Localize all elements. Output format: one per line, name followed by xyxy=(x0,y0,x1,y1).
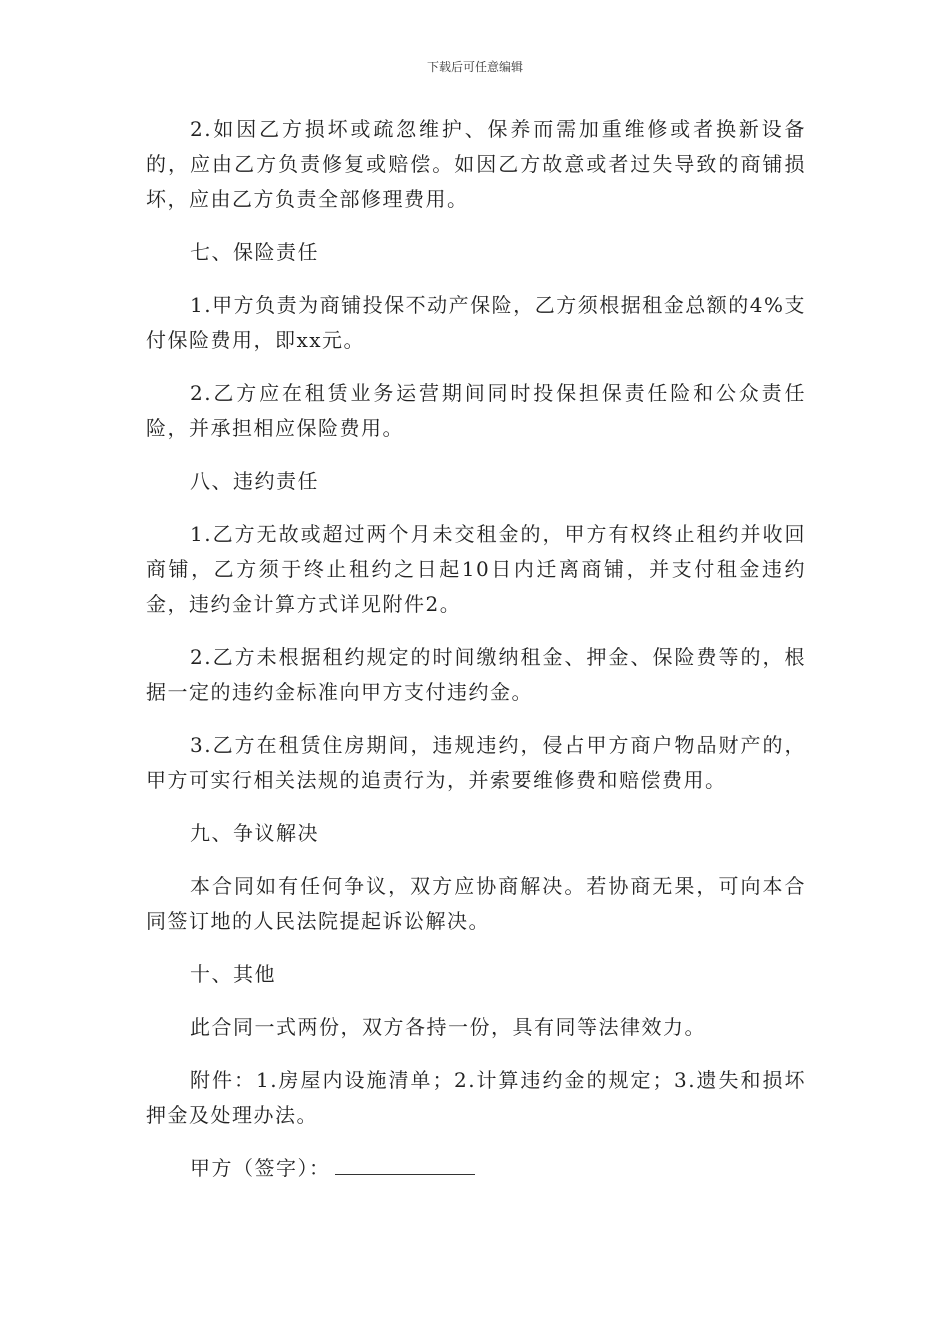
paragraph-dispute: 本合同如有任何争议，双方应协商解决。若协商无果，可向本合同签订地的人民法院提起诉讼解决。 xyxy=(146,874,806,933)
paragraph-copies: 此合同一式两份，双方各持一份，具有同等法律效力。 xyxy=(190,1015,706,1039)
signature-blank-line xyxy=(335,1154,475,1175)
signature-party-a xyxy=(146,1151,806,1186)
page-header: 下载后可任意编辑 xyxy=(426,60,523,74)
paragraph-breach-1: 1.乙方无故或超过两个月未交租金的，甲方有权终止租约并收回商铺，乙方须于终止租约之日起10日内迁离商铺，并支付租金违约金，违约金计算方式详见附件2。 xyxy=(146,522,806,616)
paragraph-insurance-1: 1.甲方负责为商铺投保不动产保险，乙方须根据租金总额的4%支付保险费用，即xx元。 xyxy=(146,293,806,352)
paragraph-breach-3: 3.乙方在租赁住房期间，违规违约，侵占甲方商户物品财产的，甲方可实行相关法规的追责行为，并索要维修费和赔偿费用。 xyxy=(146,733,806,792)
document-body xyxy=(146,112,806,1186)
section-heading-other: 十、其他 xyxy=(190,962,276,986)
section-heading-insurance: 七、保险责任 xyxy=(190,240,319,264)
paragraph-breach-2: 2.乙方未根据租约规定的时间缴纳租金、押金、保险费等的，根据一定的违约金标准向甲方支付违约金。 xyxy=(146,645,806,704)
paragraph-damage-repair: 2.如因乙方损坏或疏忽维护、保养而需加重维修或者换新设备的，应由乙方负责修复或赔偿。如因乙方故意或者过失导致的商铺损坏，应由乙方负责全部修理费用。 xyxy=(146,117,806,211)
signature-label: 甲方（签字）： xyxy=(190,1156,331,1180)
paragraph-attachments: 附件：1.房屋内设施清单；2.计算违约金的规定；3.遗失和损坏押金及处理办法。 xyxy=(146,1068,806,1127)
section-heading-breach: 八、违约责任 xyxy=(190,469,319,493)
paragraph-insurance-2: 2.乙方应在租赁业务运营期间同时投保担保责任险和公众责任险，并承担相应保险费用。 xyxy=(146,381,806,440)
section-heading-dispute: 九、争议解决 xyxy=(190,821,319,845)
